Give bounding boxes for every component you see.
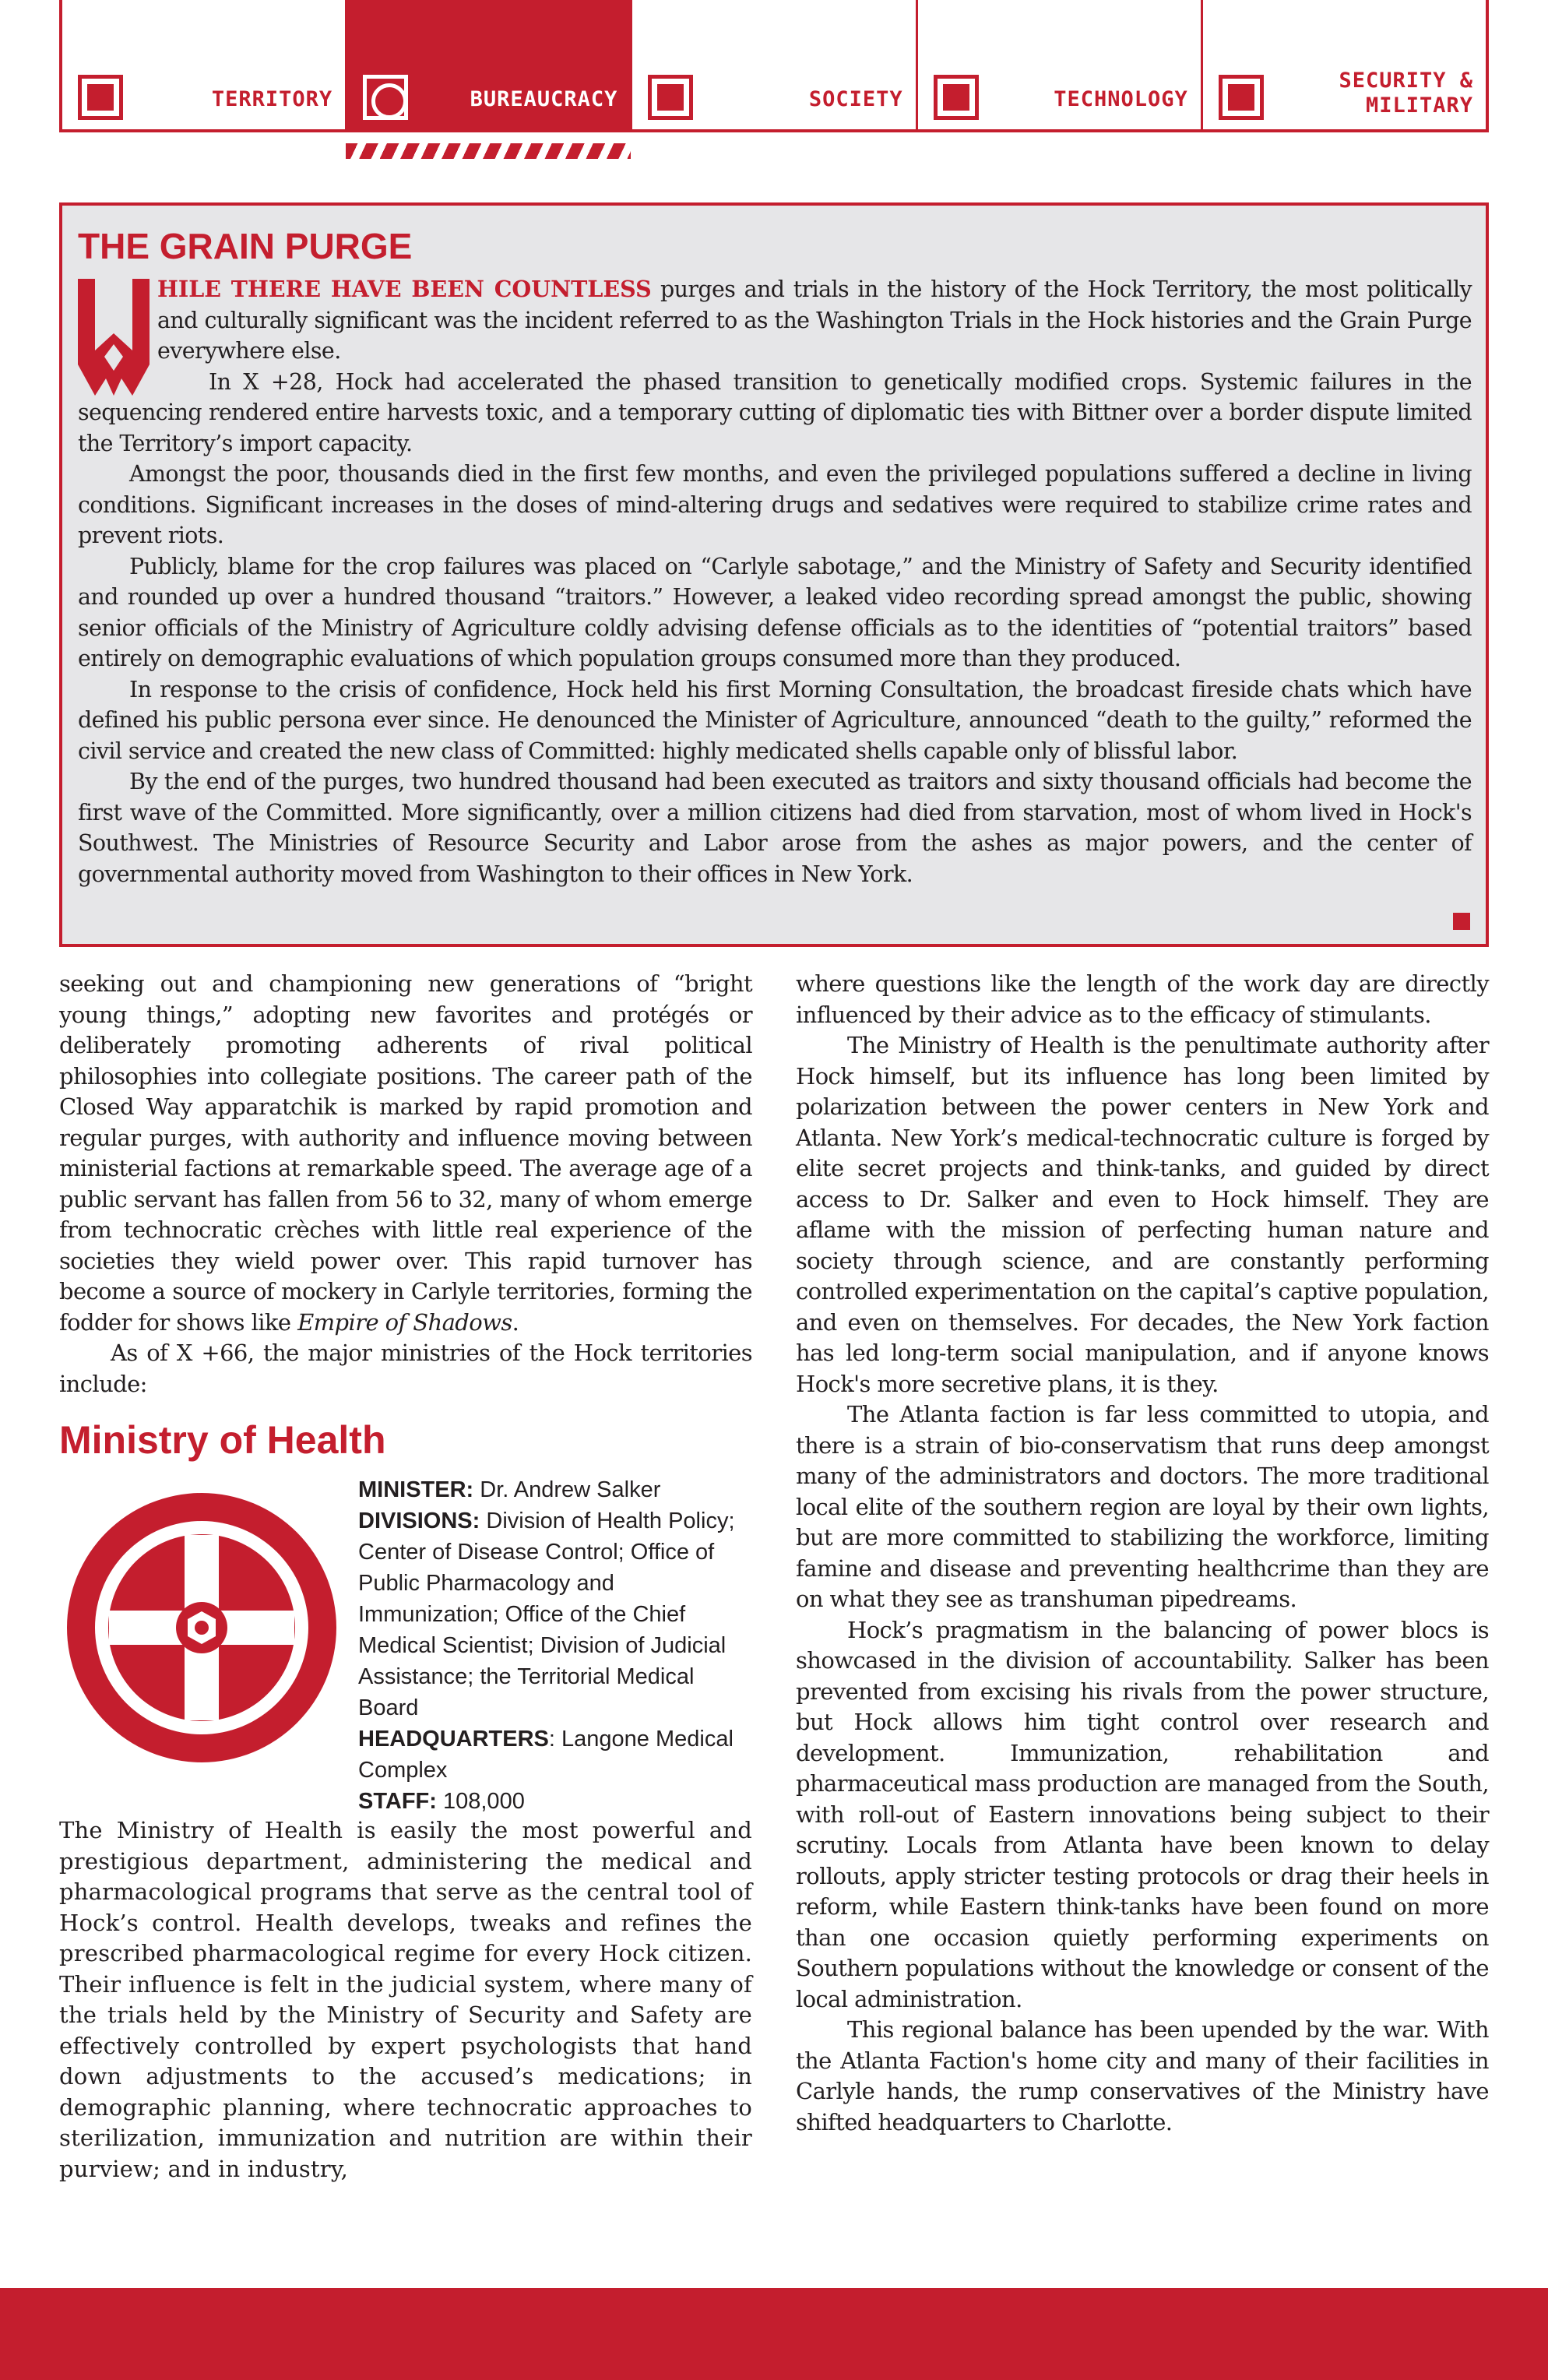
- ministry-facts: [358, 1474, 755, 1817]
- sidebar-title: THE GRAIN PURGE: [78, 226, 413, 266]
- section-heading-ministry-of-health: Ministry of Health: [59, 1418, 386, 1462]
- tab-territory-label: TERRITORY: [211, 87, 333, 111]
- tab-security-military-label: [1339, 69, 1473, 118]
- headquarters-value: : Langone Medical Complex: [358, 1727, 734, 1783]
- sidebar-paragraph: In response to the crisis of confidence, Hock held his first Morning Consultation, the broadcast fireside chats which have defined his public persona ever since. He denounced the Minister of Agriculture, announced “death to the guilty,” reformed the civil service and created the new class of Committed: highly medicated shells capable only of blissful labor.: [78, 676, 1472, 764]
- ministry-health-emblem-icon: [67, 1493, 336, 1762]
- dropcap-w-glyph: [78, 279, 150, 396]
- right-column: [796, 969, 1489, 2138]
- body-text: seeking out and championing new generations of “bright young things,” adopting new favorites and protégés or deliberately promoting adherents of rival political philosophies into collegiate positions. The career path of the Closed Way apparatchik is marked by rapid promotion and regular purges, with authority and influence moving between ministerial factions at remarkable speed. The average age of a public servant has fallen from 56 to 32, many of whom emerge from technocratic crèches with little real experience of the societies they wield power over. This rapid turnover has become a source of mockery in Carlyle territories, forming the fodder for shows like: [59, 970, 752, 1336]
- tab-society[interactable]: [632, 0, 917, 129]
- square-icon: [78, 75, 123, 120]
- left-column: [59, 969, 752, 2185]
- tab-technology-label: TECHNOLOGY: [1054, 87, 1188, 111]
- staff-value: 108,000: [436, 1789, 525, 1814]
- square-icon: [648, 75, 693, 120]
- sidebar-paragraph: By the end of the purges, two hundred thousand had been executed as traitors and sixty thousand officials had become the first wave of the Committed. More significantly, over a million citizens had died from starvation, most of whom lived in Hock's Southwest. The Ministries of Resource Security and Labor arose from the ashes as major powers, and the center of governmental authority moved from Washington to their offices in New York.: [78, 769, 1472, 887]
- sidebar-paragraph: In X +28, Hock had accelerated the phased transition to genetically modified crops. Systemic failures in the sequencing rendered entire harvests toxic, and a temporary cutting of diplomatic ties with Bittner over a border dispute limited the Territory’s import capacity.: [78, 368, 1472, 456]
- ministry-info-block: [59, 1474, 752, 1814]
- tab-security-label-line2: MILITARY: [1365, 93, 1474, 118]
- tab-technology[interactable]: [918, 0, 1203, 129]
- tab-security-military[interactable]: [1203, 0, 1486, 129]
- square-icon: [1219, 75, 1264, 120]
- minister-label: MINISTER:: [358, 1477, 474, 1502]
- body-paragraph: The Atlanta faction is far less committed to utopia, and there is a strain of bio-conservatism that runs deep amongst many of the administrators and doctors. The more traditional local elite of the southern region are loyal by their own lights, but are more committed to stabilizing the workforce, limiting famine and disease and preventing healthcrime than they are on what they see as transhuman pipedreams.: [796, 1401, 1489, 1612]
- body-paragraph: As of X +66, the major ministries of the Hock territories include:: [59, 1340, 752, 1397]
- tab-territory[interactable]: [62, 0, 347, 129]
- target-icon: [363, 75, 408, 120]
- tab-bureaucracy[interactable]: [347, 0, 632, 129]
- tab-bureaucracy-label: BUREAUCRACY: [470, 87, 618, 111]
- active-tab-hazard-stripe: [346, 143, 631, 159]
- section-nav: [59, 0, 1489, 132]
- body-paragraph: The Ministry of Health is the penultimate authority after Hock himself, but its influence has long been limited by polarization between the power centers in New York and Atlanta. New York’s medical-technocratic culture is forged by elite secret projects and think-tanks, and guided by direct access to Dr. Salker and even to Hock himself. They are aflame with the mission of perfecting human nature and society through science, and are constantly performing controlled experimentation on the capital’s captive population, and even on themselves. For decades, the New York faction has led long-term social manipulation, and if anyone knows Hock's more secretive plans, it is they.: [796, 1032, 1489, 1397]
- sidebar-body: [78, 274, 1472, 889]
- sidebar-grain-purge: [59, 202, 1489, 947]
- divisions-value: Division of Health Policy; Center of Disease Control; Office of Public Pharmacology and Immunization; Office of the Chief Medical Scientist; Division of Judicial Assistance; the Territorial Medical Board: [358, 1509, 735, 1720]
- sidebar-paragraph: [78, 274, 1472, 367]
- tab-society-label: SOCIETY: [808, 87, 903, 111]
- body-paragraph: [59, 969, 752, 1338]
- show-title: Empire of Shadows: [297, 1308, 512, 1336]
- body-text: .: [512, 1308, 519, 1336]
- sidebar-paragraph: Publicly, blame for the crop failures was placed on “Carlyle sabotage,” and the Ministry of Safety and Security identified and rounded up over a hundred thousand “traitors.” However, a leaked video recording spread amongst the public, showing senior officials of the Ministry of Agriculture coldly advising defense officials as to the identities of “potential traitors” based entirely on demographic evaluations of which population groups consumed more than they produced.: [78, 553, 1472, 671]
- minister-value: Dr. Andrew Salker: [473, 1477, 661, 1502]
- body-paragraph: This regional balance has been upended by the war. With the Atlanta Faction's home city and many of their facilities in Carlyle hands, the rump conservatives of the Ministry have shifted headquarters to Charlotte.: [796, 2016, 1489, 2135]
- sidebar-paragraph: Amongst the poor, thousands died in the first few months, and even the privileged populations suffered a decline in living conditions. Significant increases in the doses of mind-altering drugs and sedatives were required to stabilize crime rates and prevent riots.: [78, 461, 1472, 548]
- body-paragraph: where questions like the length of the work day are directly influenced by their advice as to the efficacy of stimulants.: [796, 970, 1489, 1028]
- sidebar-p1-text: purges and trials in the history of the Hock Territory, the most politically and culturally significant was the incident referred to as the Washington Trials in the Hock histories and the Grain Purge everywhere else.: [157, 276, 1472, 364]
- square-icon: [934, 75, 979, 120]
- end-mark-square: [1453, 913, 1470, 930]
- headquarters-label: HEADQUARTERS: [358, 1727, 549, 1752]
- footer-bar: [0, 2288, 1548, 2380]
- tab-security-label-line1: SECURITY &: [1339, 69, 1474, 93]
- body-paragraph: Hock’s pragmatism in the balancing of power blocs is showcased in the division of accountability. Salker has been prevented from excising his rivals from the power structure, but Hock allows him tight control over research and development. Immunization, rehabilitation and pharmaceutical mass production are managed from the South, with roll-out of Eastern innovations being subject to their scrutiny. Locals from Atlanta have been known to delay rollouts, apply stricter testing protocols or drag their heels in reform, while Eastern think-tanks have been found on more than one occasion quietly performing experiments on Southern populations without the knowledge or consent of the local administration.: [796, 1616, 1489, 2012]
- staff-label: STAFF:: [358, 1789, 437, 1814]
- sidebar-lead-in: HILE THERE HAVE BEEN COUNTLESS: [157, 276, 652, 302]
- divisions-label: DIVISIONS:: [358, 1509, 480, 1533]
- body-paragraph: The Ministry of Health is easily the most powerful and prestigious department, administering the medical and pharmacological programs that serve as the central tool of Hock’s control. Health develops, tweaks and refines the prescribed pharmacological regime for every Hock citizen. Their influence is felt in the judicial system, where many of the trials held by the Ministry of Security and Safety are effectively controlled by expert psychologists that hand down adjustments to the accused’s medications; in demographic planning, where technocratic approaches to sterilization, immunization and nutrition are within their purview; and in industry,: [59, 1817, 752, 2182]
